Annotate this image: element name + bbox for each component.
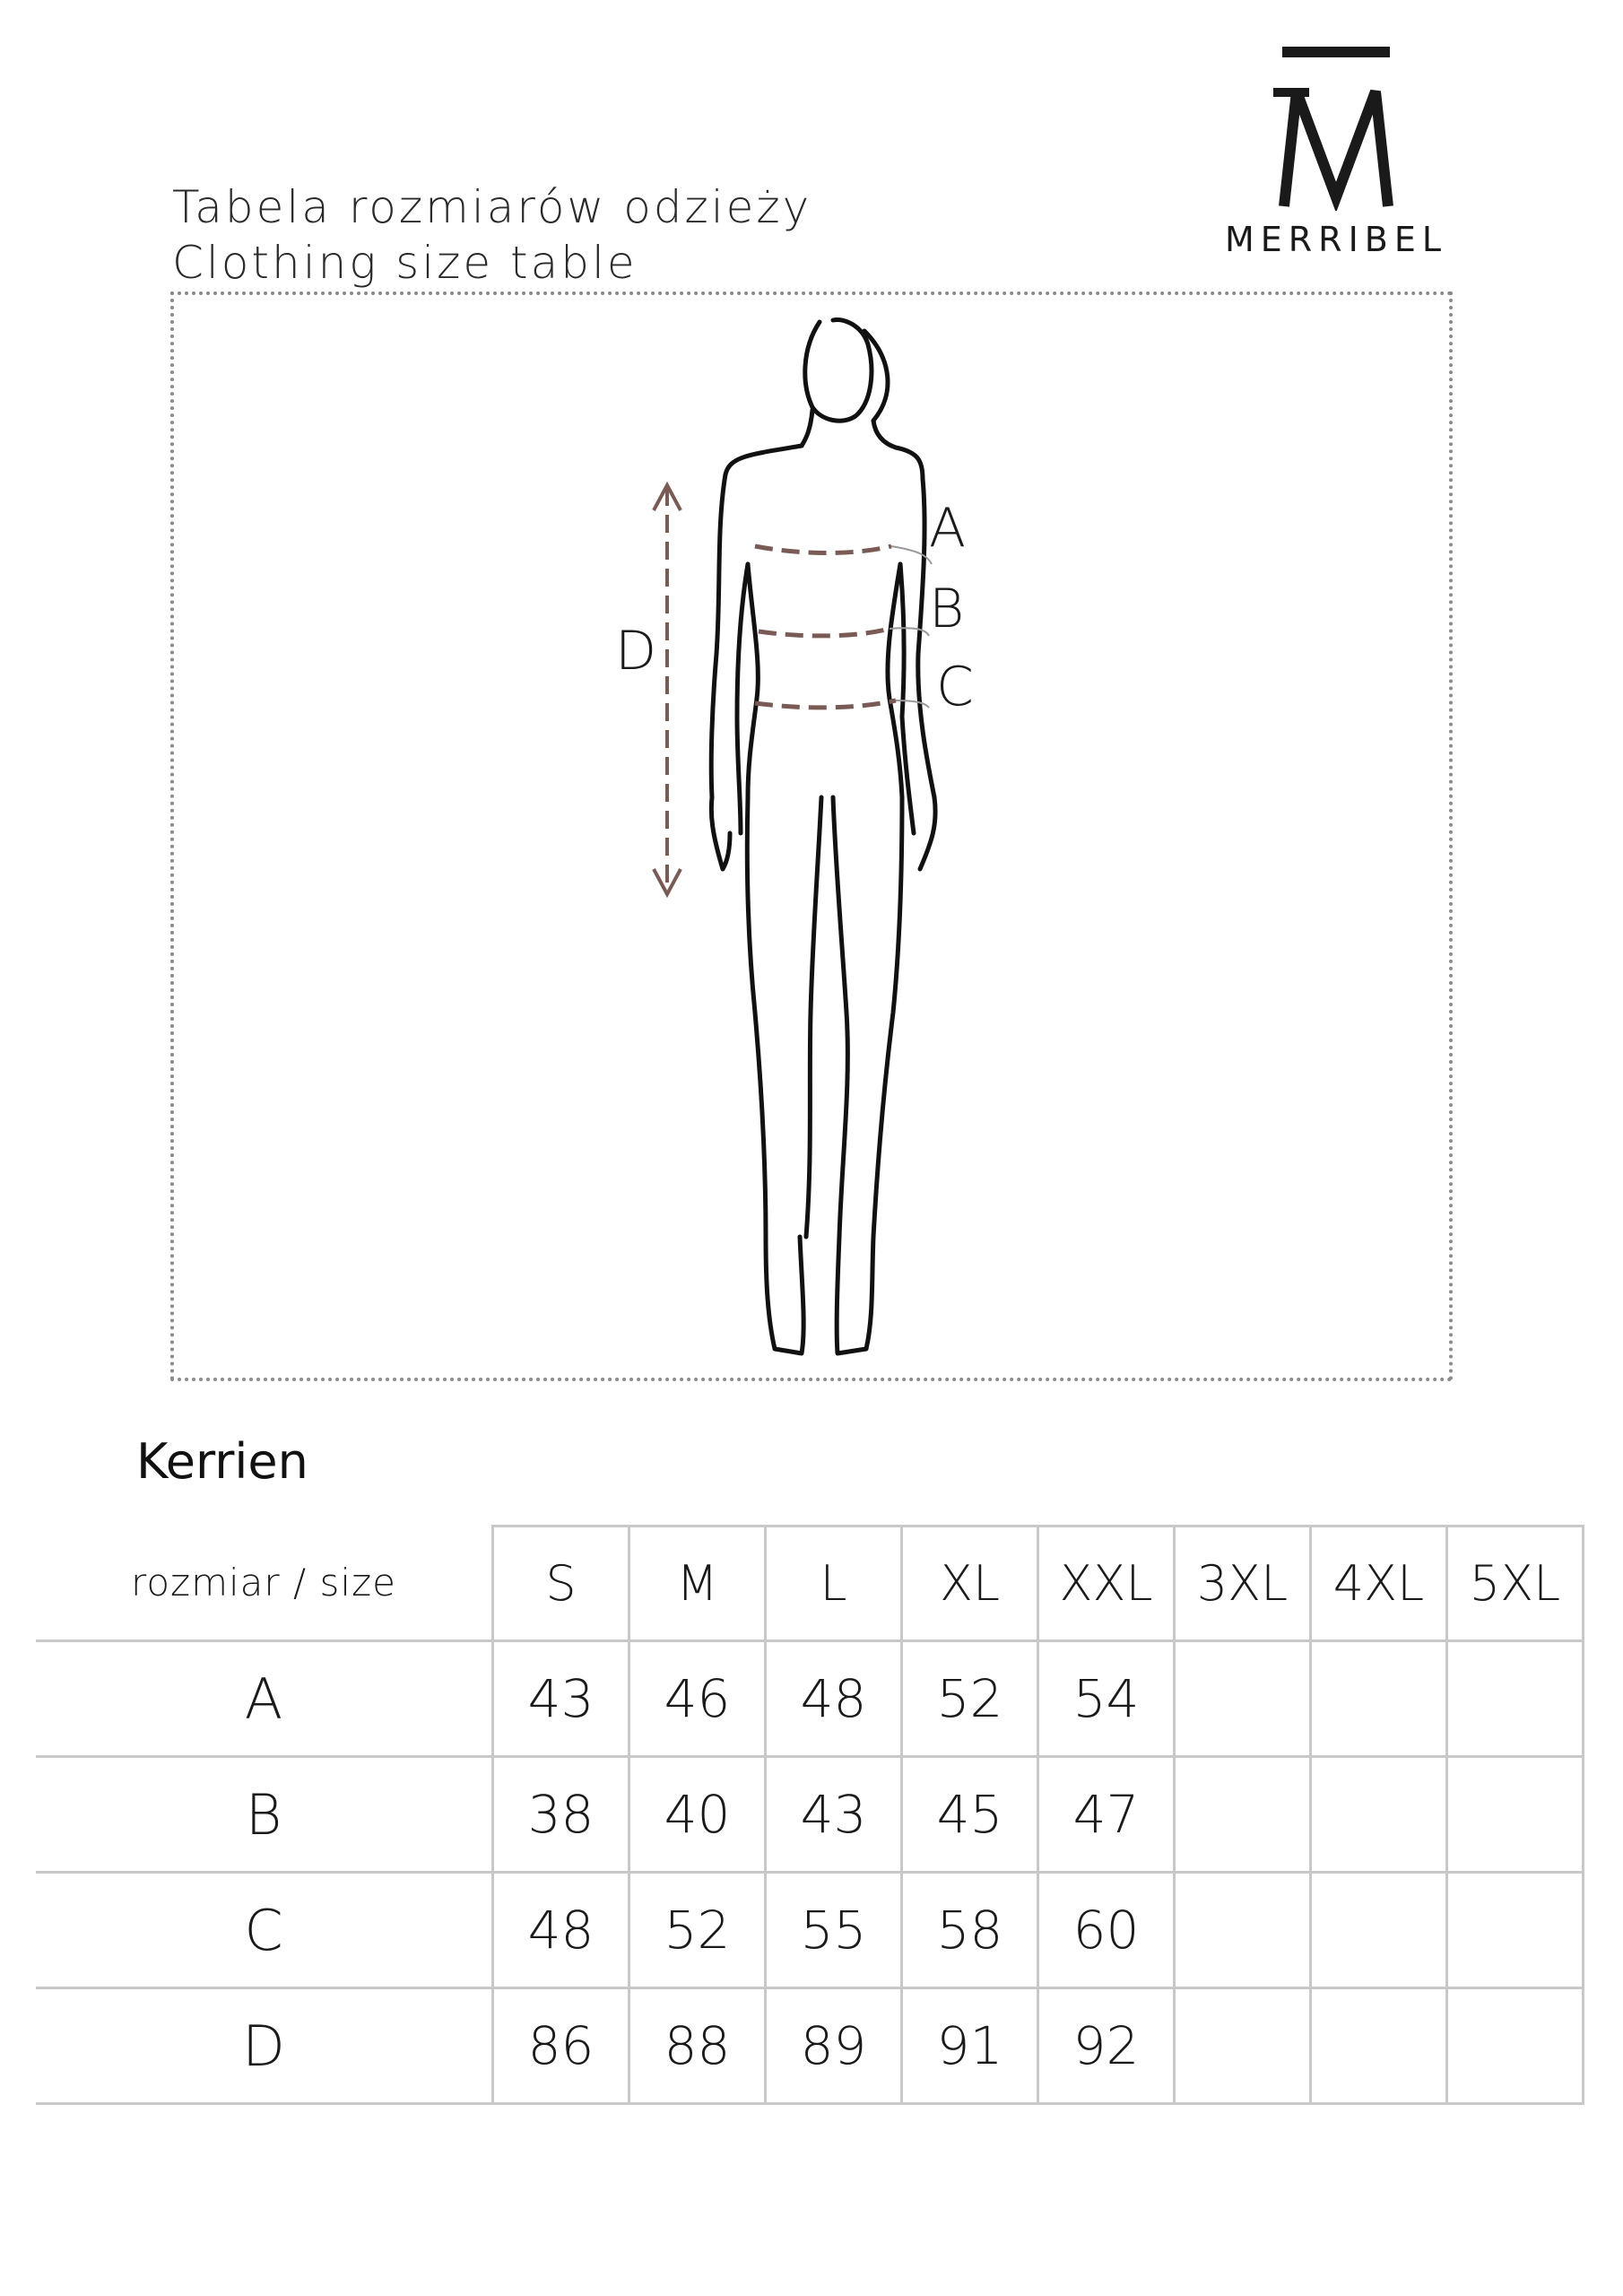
merribel-m-icon bbox=[1264, 45, 1408, 211]
table-cell: 86 bbox=[493, 1988, 629, 2104]
table-cell: 38 bbox=[493, 1757, 629, 1873]
size-header: XL bbox=[902, 1526, 1038, 1641]
label-c: C bbox=[936, 656, 974, 718]
table-cell bbox=[1175, 1641, 1311, 1757]
table-cell: 88 bbox=[629, 1988, 766, 2104]
table-cell bbox=[1175, 1873, 1311, 1988]
table-header-row bbox=[36, 1526, 1584, 1641]
size-header: L bbox=[766, 1526, 902, 1641]
size-header: S bbox=[493, 1526, 629, 1641]
size-header: M bbox=[629, 1526, 766, 1641]
table-cell: 89 bbox=[766, 1988, 902, 2104]
figure-frame bbox=[170, 291, 1453, 1381]
label-a: A bbox=[929, 497, 967, 560]
table-cell bbox=[1311, 1757, 1447, 1873]
row-label: C bbox=[36, 1873, 493, 1988]
table-cell: 43 bbox=[493, 1641, 629, 1757]
table-row bbox=[36, 1873, 1584, 1988]
table-cell: 48 bbox=[493, 1873, 629, 1988]
table-row bbox=[36, 1641, 1584, 1757]
table-cell bbox=[1447, 1757, 1584, 1873]
size-header: 5XL bbox=[1447, 1526, 1584, 1641]
table-cell: 52 bbox=[629, 1873, 766, 1988]
size-header: XXL bbox=[1038, 1526, 1175, 1641]
table-cell bbox=[1447, 1988, 1584, 2104]
table-cell: 47 bbox=[1038, 1757, 1175, 1873]
title-block bbox=[172, 179, 812, 291]
brand-name: MERRIBEL bbox=[1224, 220, 1448, 259]
row-label: D bbox=[36, 1988, 493, 2104]
size-table bbox=[36, 1525, 1584, 2105]
size-header: 3XL bbox=[1175, 1526, 1311, 1641]
table-cell: 54 bbox=[1038, 1641, 1175, 1757]
table-cell: 40 bbox=[629, 1757, 766, 1873]
table-cell bbox=[1447, 1873, 1584, 1988]
title-polish: Tabela rozmiarów odzieży bbox=[172, 181, 812, 233]
table-cell: 52 bbox=[902, 1641, 1038, 1757]
table-cell: 43 bbox=[766, 1757, 902, 1873]
brand-logo bbox=[1202, 45, 1471, 269]
body-silhouette-icon bbox=[174, 295, 1449, 1378]
table-cell bbox=[1311, 1641, 1447, 1757]
table-cell: 91 bbox=[902, 1988, 1038, 2104]
table-cell bbox=[1311, 1988, 1447, 2104]
table-cell: 60 bbox=[1038, 1873, 1175, 1988]
table-cell bbox=[1447, 1641, 1584, 1757]
table-cell bbox=[1175, 1988, 1311, 2104]
table-row bbox=[36, 1757, 1584, 1873]
label-b: B bbox=[929, 578, 965, 640]
table-cell bbox=[1175, 1757, 1311, 1873]
table-row bbox=[36, 1988, 1584, 2104]
size-corner-label: rozmiar / size bbox=[36, 1526, 493, 1641]
label-d: D bbox=[615, 620, 657, 683]
table-cell bbox=[1311, 1873, 1447, 1988]
row-label: A bbox=[36, 1641, 493, 1757]
table-cell: 46 bbox=[629, 1641, 766, 1757]
table-cell: 48 bbox=[766, 1641, 902, 1757]
table-cell: 92 bbox=[1038, 1988, 1175, 2104]
row-label: B bbox=[36, 1757, 493, 1873]
table-cell: 55 bbox=[766, 1873, 902, 1988]
product-name: Kerrien bbox=[136, 1433, 308, 1490]
size-header: 4XL bbox=[1311, 1526, 1447, 1641]
title-english: Clothing size table bbox=[172, 237, 638, 289]
table-cell: 58 bbox=[902, 1873, 1038, 1988]
table-cell: 45 bbox=[902, 1757, 1038, 1873]
